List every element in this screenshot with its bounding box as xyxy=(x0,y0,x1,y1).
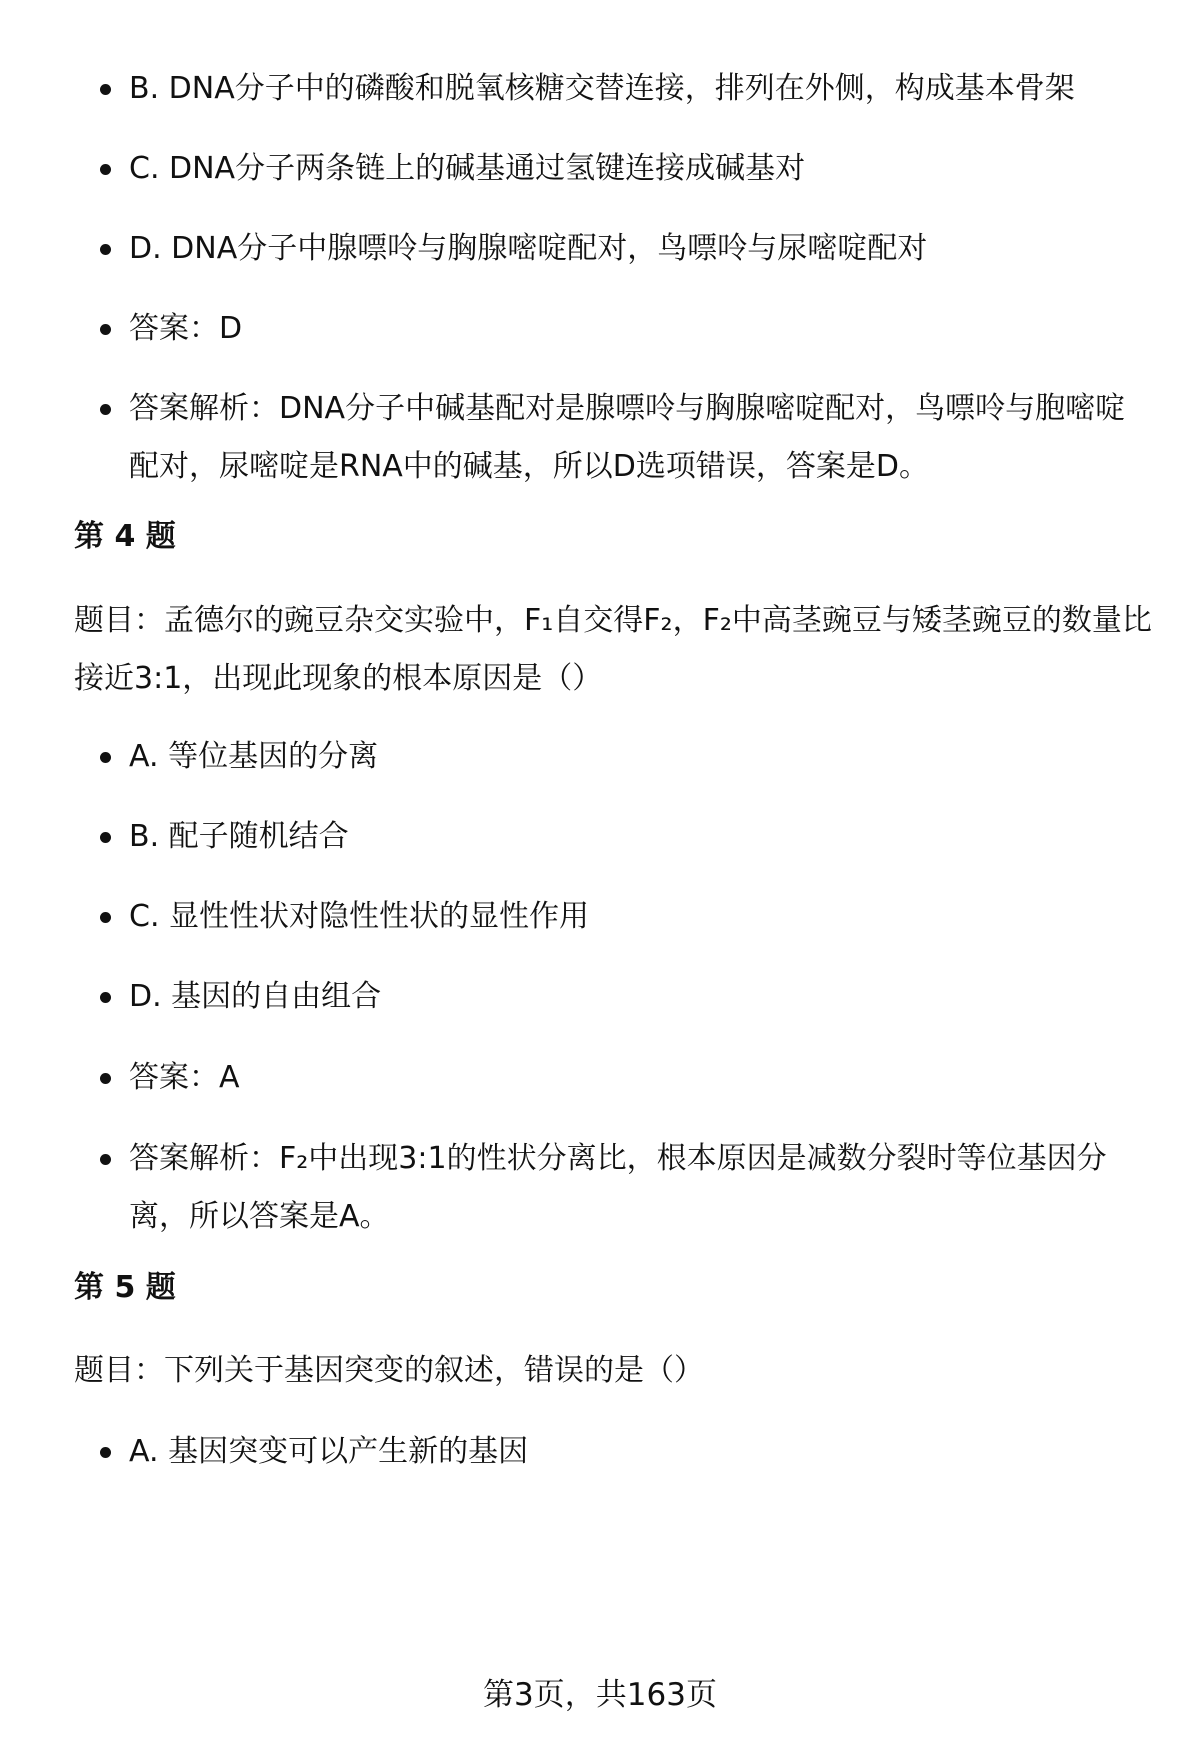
question-heading: 第 4 题 xyxy=(74,519,176,554)
option-text: B. DNA分子中的磷酸和脱氧核糖交替连接，排列在外侧，构成基本骨架 xyxy=(129,71,1075,106)
answer-text: 答案：A xyxy=(129,1060,240,1095)
page-number: 第3页，共163页 xyxy=(483,1677,717,1713)
option-text: D. 基因的自由组合 xyxy=(129,979,382,1014)
bullet-icon xyxy=(100,1073,111,1084)
question-heading: 第 5 题 xyxy=(74,1270,176,1305)
bullet-icon xyxy=(100,404,111,415)
bullet-icon xyxy=(100,164,111,175)
option-text: D. DNA分子中腺嘌呤与胸腺嘧啶配对，鸟嘌呤与尿嘧啶配对 xyxy=(129,231,928,266)
bullet-icon xyxy=(100,1154,111,1165)
bullet-icon xyxy=(100,912,111,923)
option-text: B. 配子随机结合 xyxy=(129,819,349,854)
question-text: 题目：下列关于基因突变的叙述，错误的是（） xyxy=(74,1353,704,1388)
bullet-icon xyxy=(100,1447,111,1458)
analysis-text: 答案解析：DNA分子中碱基配对是腺嘌呤与胸腺嘧啶配对，鸟嘌呤与胞嘧啶配对，尿嘧啶是RNA中的碱基，所以D选项错误，答案是D。 xyxy=(129,391,1126,484)
analysis-text: 答案解析：F₂中出现3:1的性状分离比，根本原因是减数分裂时等位基因分离，所以答案是A。 xyxy=(129,1141,1107,1234)
bullet-icon xyxy=(100,832,111,843)
answer-text: 答案：D xyxy=(129,311,243,346)
bullet-icon xyxy=(100,324,111,335)
bullet-icon xyxy=(100,84,111,95)
bullet-icon xyxy=(100,244,111,255)
question-text: 题目：孟德尔的豌豆杂交实验中，F₁自交得F₂，F₂中高茎豌豆与矮茎豌豆的数量比接近3:1，出现此现象的根本原因是（） xyxy=(74,603,1152,696)
option-text: A. 基因突变可以产生新的基因 xyxy=(129,1434,529,1469)
bullet-icon xyxy=(100,752,111,763)
bullet-icon xyxy=(100,992,111,1003)
option-text: C. DNA分子两条链上的碱基通过氢键连接成碱基对 xyxy=(129,151,806,186)
option-text: C. 显性性状对隐性性状的显性作用 xyxy=(129,899,590,934)
option-text: A. 等位基因的分离 xyxy=(129,739,379,774)
